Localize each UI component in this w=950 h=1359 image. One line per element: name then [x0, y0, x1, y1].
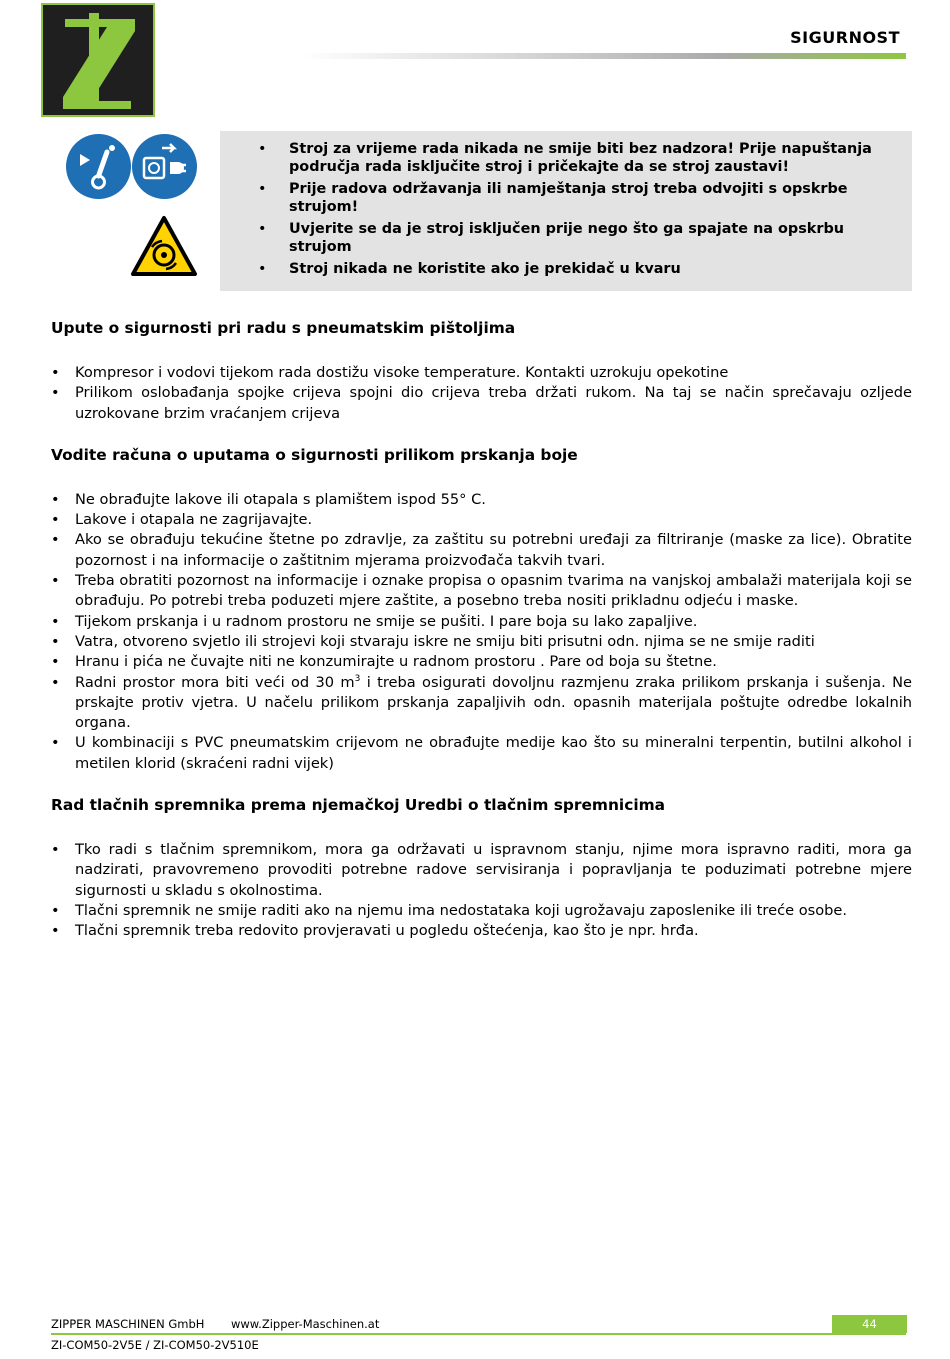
room-text-start: Radni prostor mora biti veći od 30 m: [75, 673, 355, 691]
list-item: • Ne obrađujte lakove ili otapala s plamištem ispod 55° C.: [51, 490, 912, 510]
section-title-pressure: Rad tlačnih spremnika prema njemačkoj Uredbi o tlačnim spremnicima: [51, 796, 666, 815]
room-text-end: i treba osigurati dovoljnu razmjenu zraka prilikom prskanja i sušenja. Ne prskajte protiv vjetra. U načelu prilikom prskanja zapaljivih odn. opasnih materijala poštujte odredbe lokalnih organa.: [75, 673, 912, 732]
page-number: 44: [832, 1315, 907, 1333]
main-content: [51, 317, 912, 942]
footer-model: ZI-COM50-2V5E / ZI-COM50-2V510E: [51, 1338, 259, 1352]
list-item: • Tlačni spremnik treba redovito provjeravati u pogledu oštećenja, kao što je npr. hrđa.: [51, 921, 912, 941]
warning-list: [220, 131, 912, 279]
footer-divider: [51, 1333, 906, 1335]
warning-item: • Stroj nikada ne koristite ako je prekidač u kvaru: [289, 261, 896, 279]
page-title: SIGURNOST: [790, 28, 900, 47]
rotating-parts-warning-icon: [130, 215, 198, 277]
warning-item: • Prije radova održavanja ili namještanja stroj treba odvojiti s opskrbe strujom!: [289, 181, 896, 216]
warning-item: • Uvjerite se da je stroj isključen prije nego što ga spajate na opskrbu strujom: [289, 221, 896, 256]
pressure-list: [51, 840, 912, 941]
footer-company: ZIPPER MASCHINEN GmbH: [51, 1317, 205, 1331]
list-item: • Hranu i pića ne čuvajte niti ne konzumirajte u radnom prostoru . Pare od boja su štetne.: [51, 652, 912, 672]
pneumatic-list: [51, 363, 912, 424]
zipper-z-logo-icon: [43, 5, 153, 115]
zipper-logo: [41, 3, 155, 117]
list-item: • Kompresor i vodovi tijekom rada dostižu visoke temperature. Kontakti uzrokuju opekotine: [51, 363, 912, 383]
room-text-sup: 3: [354, 673, 361, 684]
warning-item: • Stroj za vrijeme rada nikada ne smije biti bez nadzora! Prije napuštanja područja rada isključite stroj i pričekajte da se stroj zaustavi!: [289, 141, 896, 176]
list-item-room-size: [51, 673, 912, 734]
list-item: • Prilikom oslobađanja spojke crijeva spojni dio crijeva treba držati rukom. Na taj se način sprečavaju ozljede uzrokovane brzim vraćanjem crijeva: [51, 383, 912, 424]
footer-url: www.Zipper-Maschinen.at: [231, 1317, 380, 1331]
paint-list: [51, 490, 912, 774]
section-title-paint: Vodite računa o uputama o sigurnosti prilikom prskanja boje: [51, 445, 578, 464]
list-item: • Tijekom prskanja i u radnom prostoru ne smije se pušiti. I pare boja su lako zapaljive.: [51, 612, 912, 632]
list-item: • Treba obratiti pozornost na informacije i oznake propisa o opasnim tvarima na vanjskoj ambalaži materijala koji se obrađuju. Po potrebi treba poduzeti mjere zaštite, a posebno treba nositi prikladnu odjeću i maske.: [51, 571, 912, 612]
list-item: • U kombinaciji s PVC pneumatskim crijevom ne obrađujte medije kao što su mineralni terpentin, butilni alkohol i metilen klorid (skraćeni radni vijek): [51, 733, 912, 774]
list-item: • Tlačni spremnik ne smije raditi ako na njemu ima nedostataka koji ugrožavaju zaposlenike ili treće osobe.: [51, 901, 912, 921]
list-item: • Vatra, otvoreno svjetlo ili strojevi koji stvaraju iskre ne smiju biti prisutni odn. njima se ne smije raditi: [51, 632, 912, 652]
list-item: • Lakove i otapala ne zagrijavajte.: [51, 510, 912, 530]
list-item: • Tko radi s tlačnim spremnikom, mora ga održavati u ispravnom stanju, njime mora ispravno raditi, mora ga nadzirati, pravovremeno provoditi potrebne radove servisiranja i popravljanja te poduzimati potrebne mjere sigurnosti u skladu s okolnostima.: [51, 840, 912, 901]
switch-off-mandatory-icon: [66, 134, 131, 199]
header-divider: [300, 53, 906, 59]
warning-box: [220, 131, 912, 291]
section-title-pneumatic: Upute o sigurnosti pri radu s pneumatskim pištoljima: [51, 319, 516, 337]
unplug-mandatory-icon: [132, 134, 197, 199]
list-item: • Ako se obrađuju tekućine štetne po zdravlje, za zaštitu su potrebni uređaji za filtriranje (maske za lice). Obratite pozornost i na informacije o zaštitnim mjerama proizvođača takvih tvari.: [51, 530, 912, 571]
